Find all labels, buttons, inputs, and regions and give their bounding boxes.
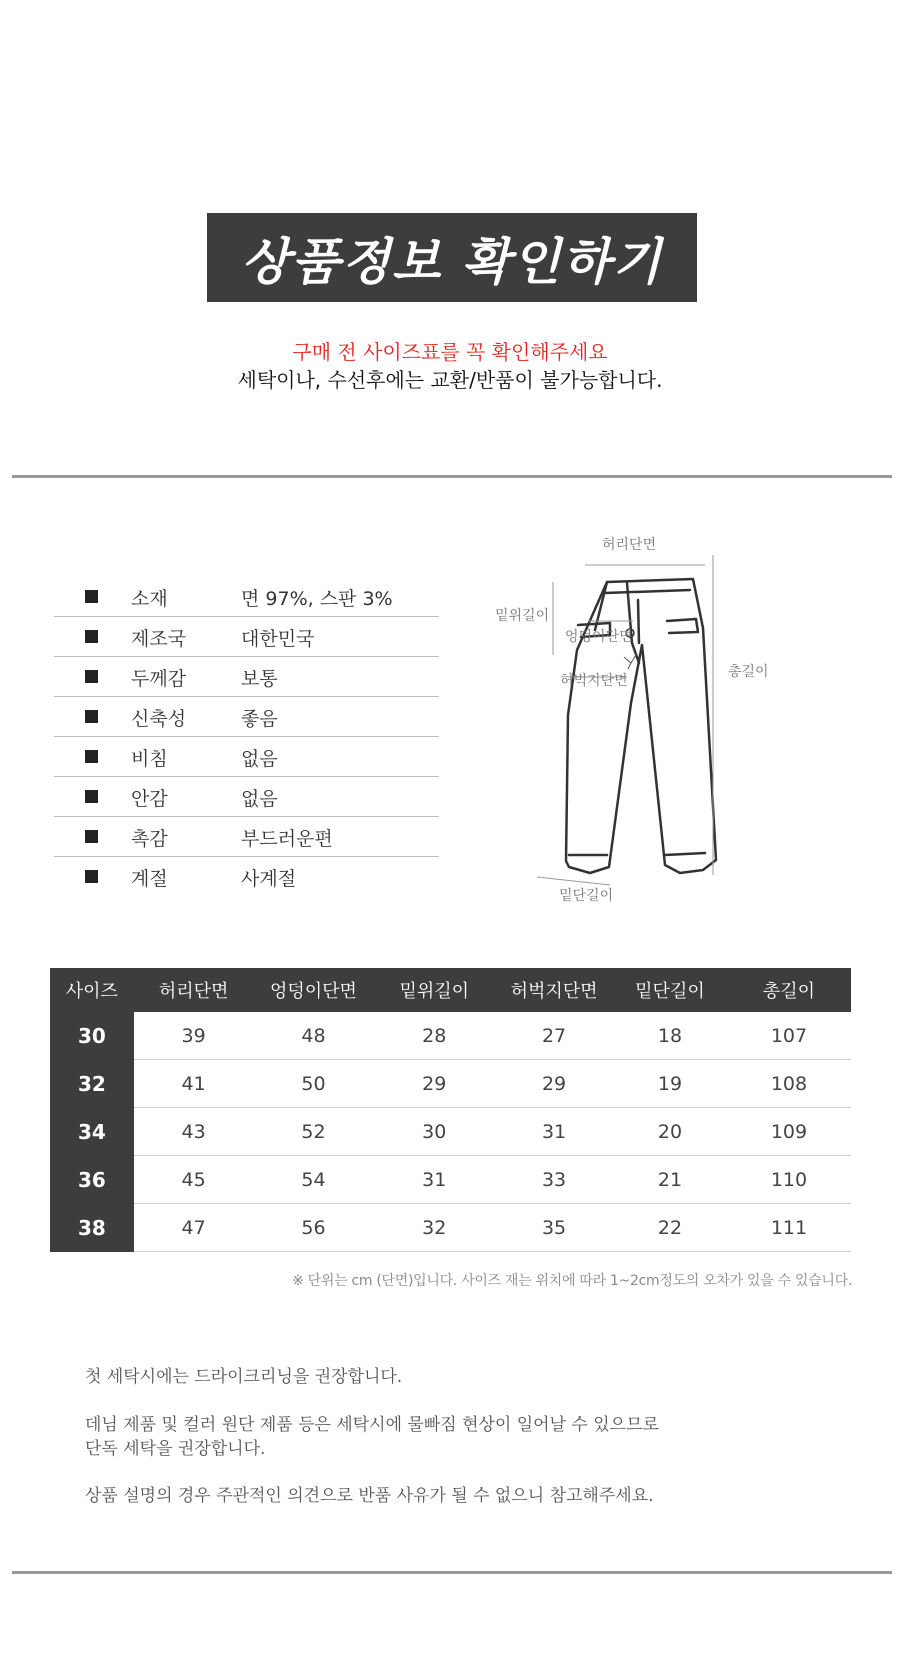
table-cell: 54: [254, 1156, 374, 1204]
table-cell: 29: [373, 1060, 495, 1108]
square-bullet-icon: [85, 790, 98, 803]
size-cell: 30: [50, 1012, 134, 1060]
table-cell: 41: [134, 1060, 254, 1108]
spec-label: 촉감: [131, 828, 168, 850]
diagram-label-thigh: 허벅지단면: [560, 673, 628, 689]
size-cell: 34: [50, 1108, 134, 1156]
spec-label: 제조국: [131, 628, 187, 650]
size-check-notice: 구매 전 사이즈표를 꼭 확인해주세요: [292, 340, 608, 364]
diagram-label-hem: 밑단길이: [559, 888, 614, 904]
table-cell: 21: [613, 1156, 727, 1204]
column-header: 허리단면: [134, 968, 254, 1012]
spec-value: 좋음: [241, 708, 278, 730]
table-cell: 43: [134, 1108, 254, 1156]
spec-row: [54, 697, 439, 737]
table-cell: 110: [727, 1156, 851, 1204]
spec-row: [54, 657, 439, 697]
no-return-notice: 세탁이나, 수선후에는 교환/반품이 불가능합니다.: [237, 368, 663, 392]
table-cell: 35: [495, 1204, 613, 1252]
divider-top: [12, 475, 892, 478]
spec-label: 두께감: [131, 668, 187, 690]
table-cell: 19: [613, 1060, 727, 1108]
table-cell: 109: [727, 1108, 851, 1156]
spec-value: 사계절: [241, 868, 297, 890]
table-row: [50, 1108, 851, 1156]
spec-value: 부드러운편: [241, 828, 333, 850]
unit-note: ※ 단위는 cm (단면)입니다. 사이즈 재는 위치에 따라 1~2cm정도의 오차가 있을 수 있습니다.: [292, 1273, 852, 1289]
square-bullet-icon: [85, 590, 98, 603]
spec-row: [54, 857, 439, 896]
spec-value: 대한민국: [241, 628, 315, 650]
spec-value: 없음: [241, 748, 278, 770]
care-instruction-return-policy: 상품 설명의 경우 주관적인 의견으로 반품 사유가 될 수 없으니 참고해주세요.: [85, 1486, 654, 1506]
square-bullet-icon: [85, 870, 98, 883]
spec-table: [54, 577, 439, 896]
care-instruction-dryclean: 첫 세탁시에는 드라이크리닝을 권장합니다.: [85, 1367, 403, 1387]
table-cell: 31: [373, 1156, 495, 1204]
spec-value: 보통: [241, 668, 278, 690]
spec-row: [54, 737, 439, 777]
column-header: 밑단길이: [613, 968, 727, 1012]
table-cell: 108: [727, 1060, 851, 1108]
table-cell: 56: [254, 1204, 374, 1252]
square-bullet-icon: [85, 630, 98, 643]
spec-row: [54, 817, 439, 857]
table-row: [50, 1156, 851, 1204]
column-header: 총길이: [727, 968, 851, 1012]
spec-label: 계절: [131, 868, 168, 890]
spec-label: 비침: [131, 748, 168, 770]
banner-title: 상품정보 확인하기: [207, 213, 697, 302]
column-header: 사이즈: [50, 968, 134, 1012]
table-row: [50, 1204, 851, 1252]
table-cell: 32: [373, 1204, 495, 1252]
table-cell: 50: [254, 1060, 374, 1108]
table-cell: 27: [495, 1012, 613, 1060]
column-header: 엉덩이단면: [254, 968, 374, 1012]
square-bullet-icon: [85, 750, 98, 763]
table-cell: 30: [373, 1108, 495, 1156]
table-cell: 45: [134, 1156, 254, 1204]
table-cell: 47: [134, 1204, 254, 1252]
square-bullet-icon: [85, 710, 98, 723]
pants-illustration: [515, 555, 815, 915]
diagram-label-rise: 밑위길이: [495, 608, 550, 624]
table-cell: 18: [613, 1012, 727, 1060]
table-cell: 52: [254, 1108, 374, 1156]
diagram-label-hip: 엉덩이단면: [565, 629, 633, 645]
table-cell: 48: [254, 1012, 374, 1060]
spec-row: [54, 577, 439, 617]
table-row: [50, 1060, 851, 1108]
diagram-label-waist: 허리단면: [602, 537, 657, 553]
size-table-header: [50, 968, 851, 1012]
spec-value: 면 97%, 스판 3%: [241, 588, 393, 610]
size-cell: 32: [50, 1060, 134, 1108]
table-cell: 33: [495, 1156, 613, 1204]
table-cell: 39: [134, 1012, 254, 1060]
spec-value: 없음: [241, 788, 278, 810]
spec-label: 신축성: [131, 708, 187, 730]
table-cell: 31: [495, 1108, 613, 1156]
column-header: 밑위길이: [373, 968, 495, 1012]
table-cell: 111: [727, 1204, 851, 1252]
size-cell: 36: [50, 1156, 134, 1204]
table-cell: 28: [373, 1012, 495, 1060]
table-cell: 29: [495, 1060, 613, 1108]
spec-label: 소재: [131, 588, 168, 610]
pants-measurement-diagram: [495, 537, 815, 915]
table-cell: 20: [613, 1108, 727, 1156]
table-row: [50, 1012, 851, 1060]
spec-row: [54, 617, 439, 657]
square-bullet-icon: [85, 670, 98, 683]
diagram-label-total-length: 총길이: [728, 664, 769, 680]
size-table: [50, 968, 851, 1252]
spec-row: [54, 777, 439, 817]
size-cell: 38: [50, 1204, 134, 1252]
square-bullet-icon: [85, 830, 98, 843]
divider-bottom: [12, 1571, 892, 1574]
table-cell: 22: [613, 1204, 727, 1252]
care-instruction-denim-line2: 단독 세탁을 권장합니다.: [85, 1439, 266, 1459]
column-header: 허벅지단면: [495, 968, 613, 1012]
table-cell: 107: [727, 1012, 851, 1060]
spec-label: 안감: [131, 788, 168, 810]
care-instruction-denim-line1: 데님 제품 및 컬러 원단 제품 등은 세탁시에 물빠짐 현상이 일어날 수 있으므로: [85, 1415, 659, 1435]
